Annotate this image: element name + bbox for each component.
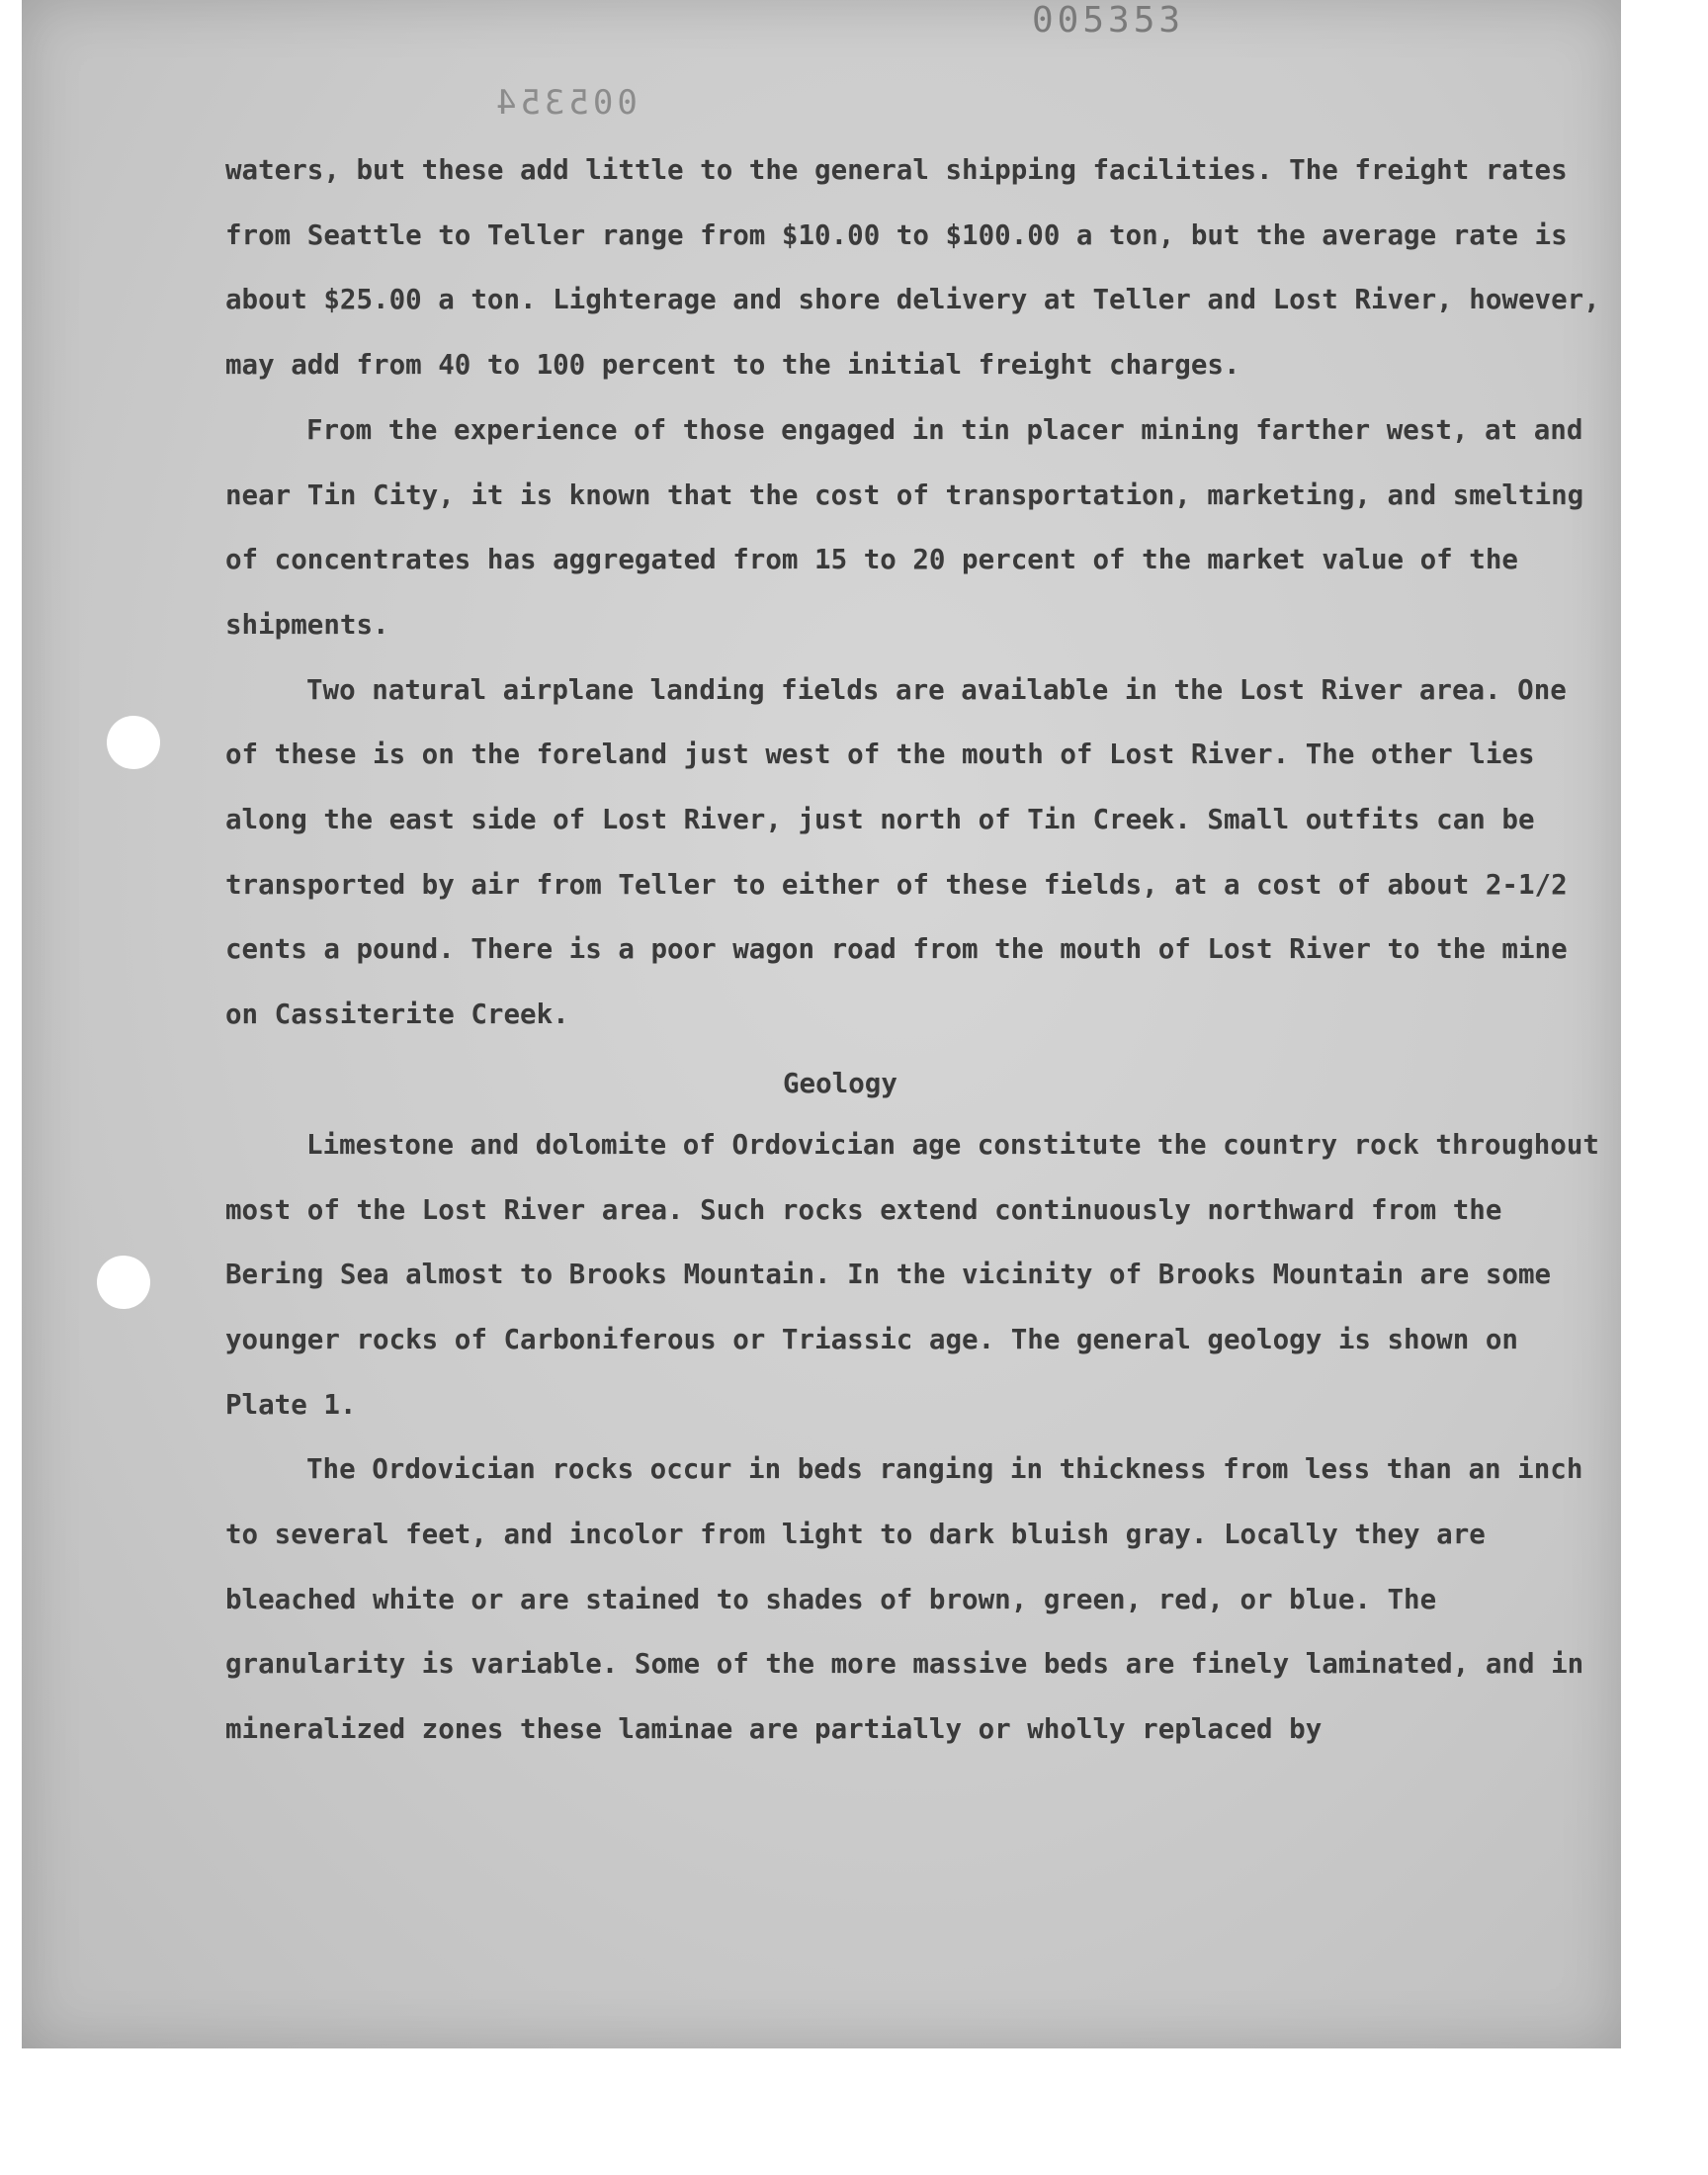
paragraph-ordovician-rocks: The Ordovician rocks occur in beds ranging in thickness from less than an inch to several feet, and incolor from light to dark bluish gray. Locally they are bleached white or are stained to shades of brown, green, red, or blue. The granularity is variable. Some of the more massive beds are finely laminated, and in mineralized zones these laminae are partially or wholly replaced by xyxy=(225,1453,1584,1746)
bleed-through-stamp: 005354 xyxy=(492,83,638,123)
punch-hole-lower xyxy=(97,1256,150,1309)
paragraph-costs: From the experience of those engaged in tin placer mining farther west, at and near Tin City, it is known that the cost of transportation, marketing, and smelting of concentrates has aggregated from 15 to 20 percent of the market value of the shipments. xyxy=(225,413,1584,641)
paragraph-country-rock: Limestone and dolomite of Ordovician age constitute the country rock throughout most of the Lost River area. Such rocks extend continuously northward from the Bering Sea almost to Brooks Mountain. In the vicinity of Brooks Mountain are some younger rocks of Carboniferous or Triassic age. The general geology is shown on Plate 1. xyxy=(225,1128,1599,1421)
punch-hole-upper xyxy=(107,716,160,769)
section-heading-geology: Geology xyxy=(783,1067,897,1099)
paragraph-shipping: waters, but these add little to the general shipping facilities. The freight rates from Seattle to Teller range from $10.00 to $100.00 a ton, but the average rate is about $25.00 a ton. Lighterage and shore delivery at Teller and Lost River, however, may add from 40 to 100 percent to the initial freight charges. xyxy=(225,154,1600,382)
paragraph-airfields: Two natural airplane landing fields are available in the Lost River area. One of these is on the foreland just west of the mouth of Lost River. The other lies along the east side of Lost River, just north of Tin Creek. Small outfits can be transported by air from Teller to either of these fields, at a cost of about 2-1/2 cents a pound. There is a poor wagon road from the mouth of Lost River to the mine on Cassiterite Creek. xyxy=(225,673,1568,1031)
document-body xyxy=(225,138,1609,1763)
page-number-stamp: 005353 xyxy=(1032,0,1185,41)
